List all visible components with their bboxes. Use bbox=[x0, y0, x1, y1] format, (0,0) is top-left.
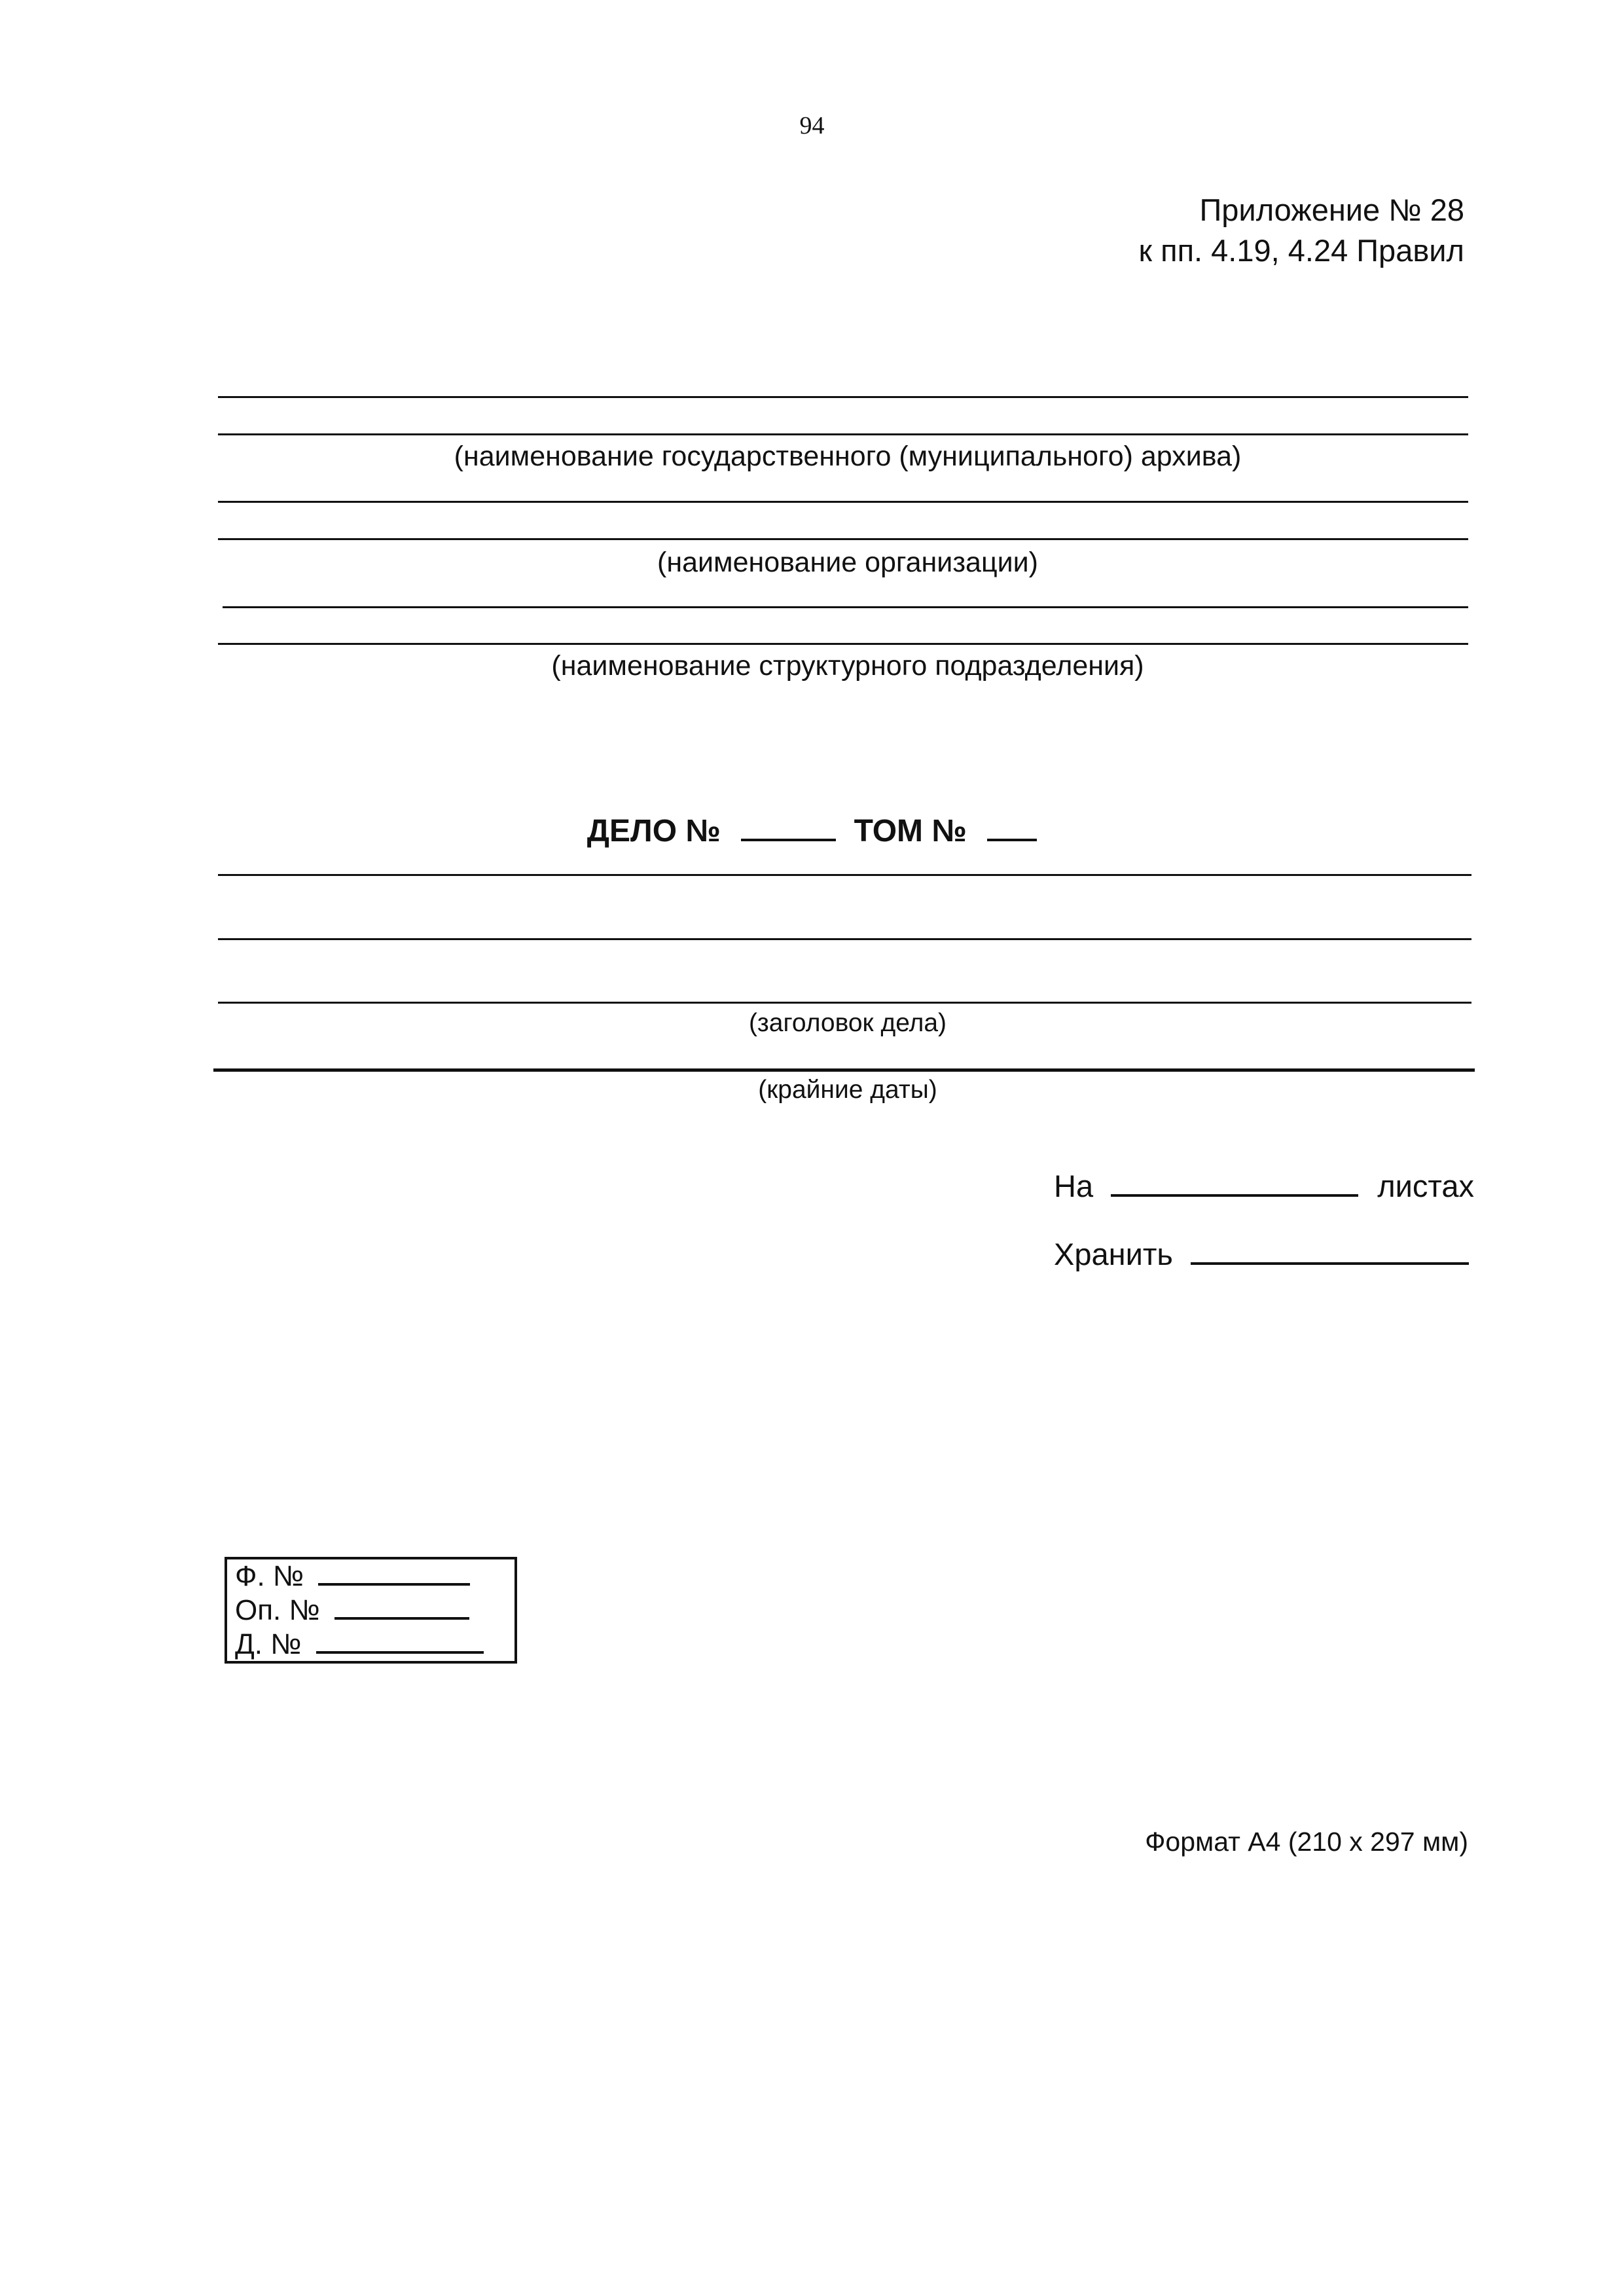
sheets-count-field bbox=[1054, 1164, 1474, 1206]
appendix-title: Приложение № 28 bbox=[1199, 192, 1464, 227]
case-cipher-label: Д. № bbox=[235, 1628, 302, 1660]
archive-name-line-2 bbox=[218, 433, 1468, 435]
case-title-line-3 bbox=[218, 1002, 1471, 1004]
sheets-count-blank bbox=[1111, 1164, 1358, 1197]
subdivision-name-line-1 bbox=[223, 606, 1468, 608]
organization-name-line-2 bbox=[218, 538, 1468, 540]
storage-period-blank bbox=[1191, 1232, 1469, 1265]
archival-cipher-box bbox=[225, 1557, 517, 1664]
case-title-caption: (заголовок дела) bbox=[748, 1009, 947, 1037]
fund-number-label: Ф. № bbox=[235, 1560, 304, 1592]
storage-period-label: Хранить bbox=[1054, 1237, 1173, 1271]
case-number-label: ДЕЛО № bbox=[586, 814, 721, 848]
fund-number-blank bbox=[318, 1559, 470, 1586]
subdivision-name-line-2 bbox=[218, 643, 1468, 645]
organization-name-caption: (наименование организации) bbox=[657, 547, 1038, 578]
sheets-suffix: листах bbox=[1377, 1169, 1475, 1203]
storage-period-field bbox=[1054, 1232, 1469, 1274]
appendix-reference bbox=[1139, 190, 1464, 271]
inventory-number-label: Оп. № bbox=[235, 1594, 320, 1626]
case-dates-line bbox=[213, 1068, 1475, 1072]
appendix-rules-reference: к пп. 4.19, 4.24 Правил bbox=[1138, 233, 1464, 268]
case-number-blank bbox=[741, 809, 836, 841]
inventory-number-blank bbox=[334, 1594, 469, 1620]
volume-number-blank bbox=[987, 809, 1037, 841]
fund-number-row bbox=[235, 1559, 514, 1594]
archive-name-line-1 bbox=[218, 396, 1468, 398]
case-dates-caption: (крайние даты) bbox=[758, 1076, 937, 1104]
archive-name-caption: (наименование государственного (муниципального) архива) bbox=[454, 441, 1242, 472]
case-title-line-2 bbox=[218, 938, 1471, 940]
case-number-row bbox=[235, 1628, 514, 1662]
subdivision-name-caption: (наименование структурного подразделения) bbox=[551, 650, 1144, 682]
sheets-prefix: На bbox=[1054, 1169, 1094, 1203]
page-number: 94 bbox=[799, 112, 825, 139]
case-title-line-1 bbox=[218, 874, 1471, 876]
case-cipher-blank bbox=[316, 1628, 484, 1654]
format-note: Формат А4 (210 х 297 мм) bbox=[1145, 1827, 1468, 1857]
volume-number-label: ТОМ № bbox=[854, 814, 967, 848]
organization-name-line-1 bbox=[218, 501, 1468, 503]
case-heading bbox=[0, 809, 1624, 851]
inventory-number-row bbox=[235, 1594, 514, 1628]
